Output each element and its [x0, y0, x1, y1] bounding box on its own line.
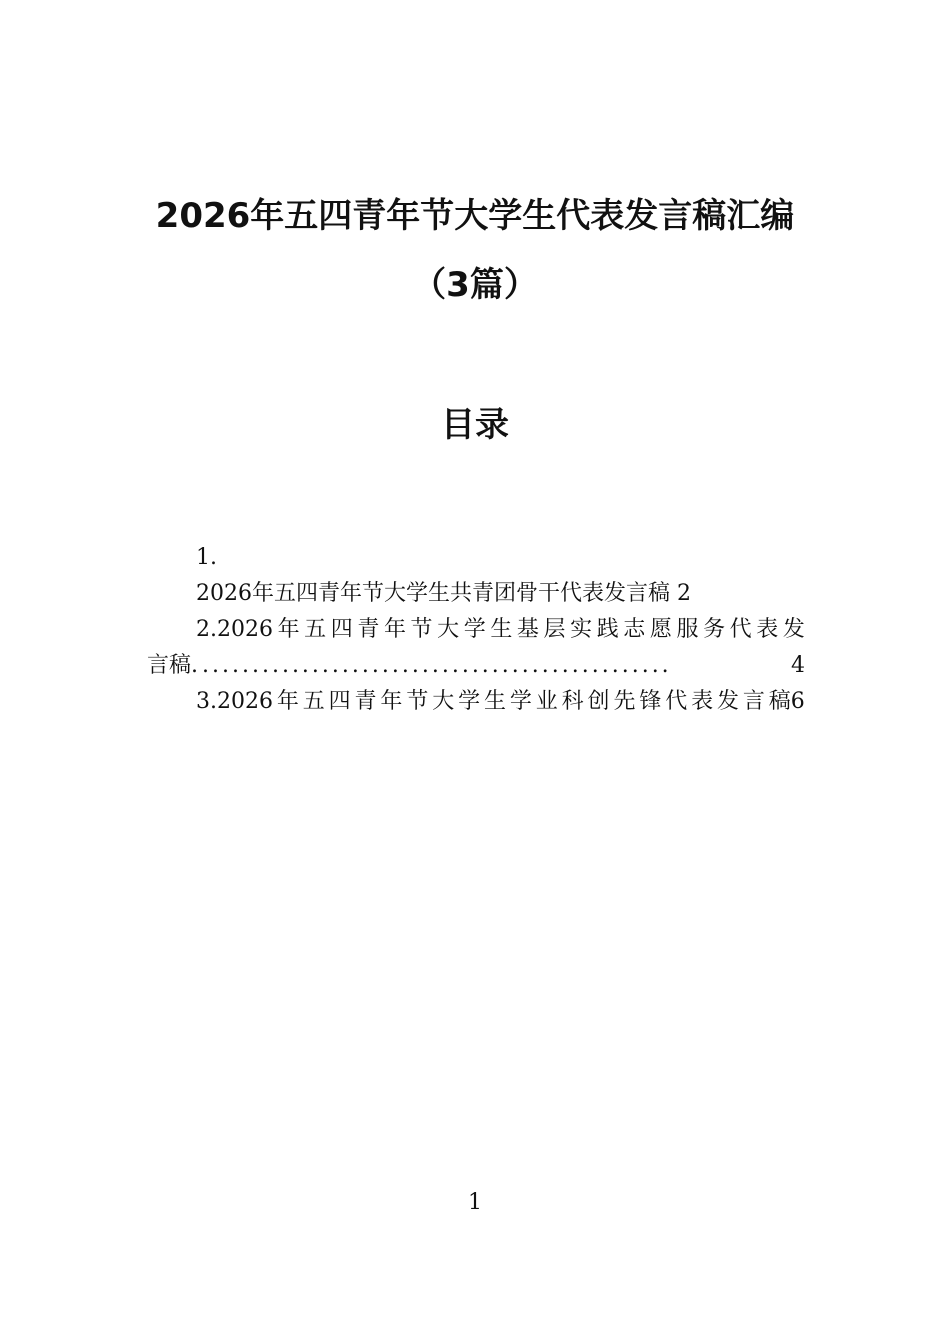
toc-entry-2-title-char: 大	[437, 617, 460, 642]
toc-entry-3-title-char: 大	[432, 689, 455, 714]
toc-entry-3-title-char: 节	[406, 689, 429, 714]
toc-entry-2-title-char: 生	[490, 617, 513, 642]
toc-entry-3-title-char: 锋	[639, 689, 662, 714]
toc-entry-2-continued[interactable]	[147, 648, 805, 684]
toc-entry-2-title-char: 节	[410, 617, 433, 642]
toc-entry-2-title-char: 代	[729, 617, 752, 642]
toc-entry-3-title-char: 代	[665, 689, 688, 714]
toc-entry-2-title-char: 青	[357, 617, 380, 642]
toc-entry-2-title-char: 层	[543, 617, 566, 642]
toc-entry-3-title-char: 3.2026	[196, 689, 273, 714]
toc-entry-2-title-char: 志	[623, 617, 646, 642]
toc-entry-2-leader: ...............................................	[202, 653, 672, 678]
toc-entry-3-title-char: 四	[328, 689, 351, 714]
title-line-main: 2026年五四青年节大学生代表发言稿汇编	[155, 196, 795, 236]
toc-entry-3-title-char: 年	[380, 689, 403, 714]
toc-entry-2-title-char: 四	[330, 617, 353, 642]
toc-entry-2-title-char: 发	[782, 617, 805, 642]
toc-entry-3-title-char: 创	[587, 689, 610, 714]
toc-entry-3-title-char: 五	[302, 689, 325, 714]
toc-entry-3-title-char: 生	[483, 689, 506, 714]
toc-entry-2-title-char: 务	[703, 617, 726, 642]
toc-entry-2-title-char: 愿	[649, 617, 672, 642]
toc-entry-2-title-end: 言稿.	[147, 653, 198, 678]
toc-entry-2-title-char: 学	[463, 617, 486, 642]
toc-entry-1[interactable]	[147, 576, 805, 612]
toc-entry-2-title-char: 年	[277, 617, 300, 642]
toc-entry-3-title-char: 言	[742, 689, 765, 714]
toc-entry-1-page: 2	[677, 581, 691, 606]
document-title	[0, 192, 950, 309]
toc-entry-3-title-char: 先	[613, 689, 636, 714]
title-line-count: （3篇）	[412, 265, 538, 305]
toc-entry-3-title-char: 业	[535, 689, 558, 714]
toc-entry-3-title-char: 稿6	[768, 689, 805, 714]
toc-entry-1-title: 2026年五四青年节大学生共青团骨干代表发言稿	[196, 581, 670, 606]
table-of-contents	[147, 540, 805, 720]
toc-entry-2-title-char: 践	[596, 617, 619, 642]
toc-entry-3-title-char: 科	[561, 689, 584, 714]
toc-entry-3-title-char: 学	[509, 689, 532, 714]
toc-entry-3-title-char: 青	[354, 689, 377, 714]
toc-heading: 目录	[441, 405, 509, 445]
toc-entry-3-title-char: 年	[276, 689, 299, 714]
toc-entry-2-title-char: 五	[304, 617, 327, 642]
toc-entry-3-title-char: 表	[691, 689, 714, 714]
toc-entry-2[interactable]	[147, 612, 805, 648]
page-number: 1	[468, 1190, 482, 1215]
toc-entry-3[interactable]	[147, 684, 805, 720]
toc-entry-2-title-char: 服	[676, 617, 699, 642]
toc-entry-1-number-text: 1.	[196, 545, 217, 570]
toc-entry-3-title-char: 发	[717, 689, 740, 714]
toc-entry-2-title-char: 年	[383, 617, 406, 642]
toc-entry-2-page: 4	[791, 653, 805, 678]
toc-entry-2-title-char: 表	[756, 617, 779, 642]
toc-entry-2-title-char: 实	[570, 617, 593, 642]
toc-entry-2-title-char: 基	[516, 617, 539, 642]
toc-entry-3-title-char: 学	[458, 689, 481, 714]
toc-entry-1-number[interactable]	[147, 540, 805, 576]
toc-entry-2-title-char: 2.2026	[196, 617, 273, 642]
